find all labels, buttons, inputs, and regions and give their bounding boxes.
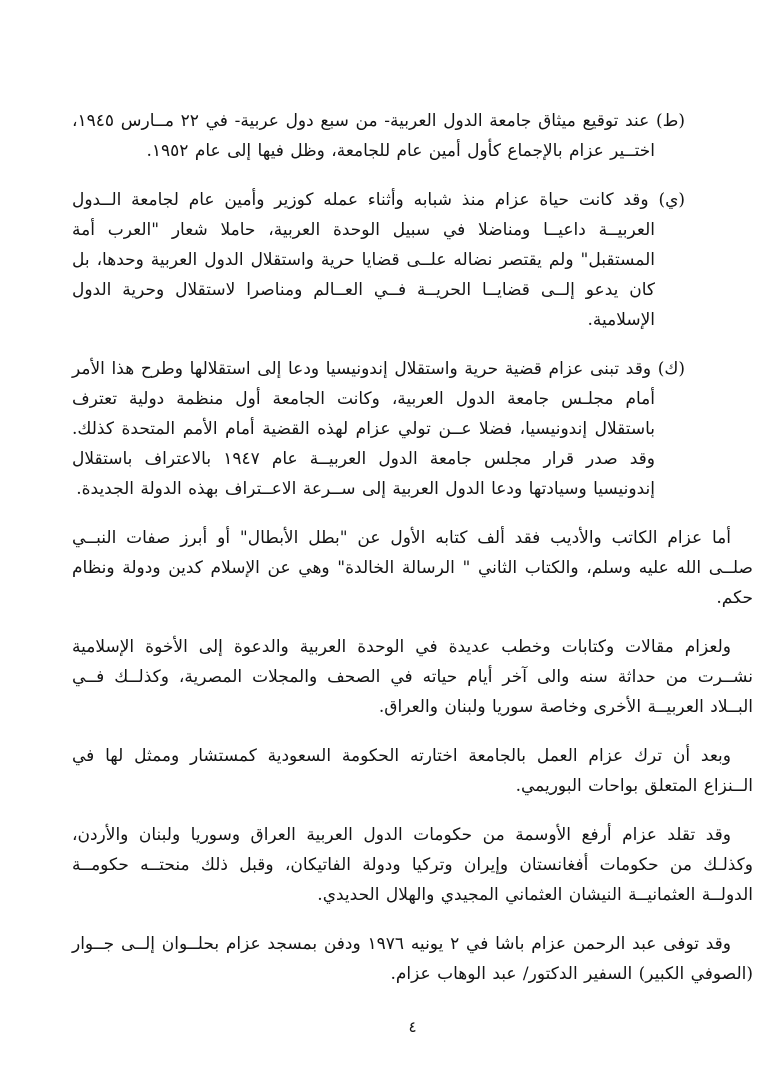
list-item-kaf-text: وقد تبنى عزام قضية حرية واستقلال إندونيسيا ودعا إلى استقلالها وطرح هذا الأمر أمام مجلـس جامعة الدول العربية، وكانت الجامعة أول منظمة دولية تعترف باستقلال إندونيسيا، فضلا عــن تولي عزام لهذه القضية أمام الأمم المتحدة كذلك. وقد صدر قرار مجلس جامعة الدول العربيــة عام ١٩٤٧ بالاعتراف باستقلال إندونيسيا وسيادتها ودعا الدول العربية إلى ســرعة الاعــتراف بهذه الدولة الجديدة. <box>72 359 655 499</box>
paragraph-medals-honors: وقد تقلد عزام أرفع الأوسمة من حكومات الدول العربية العراق وسوريا ولبنان والأردن، وكذلـك من حكومات أفغانستان وإيران وتركيا ودولة الفاتيكان، وقبل ذلك منحتــه حكومــة الدولــة العثمانيــة النيشان العثماني المجيدي والهلال الحديدي. <box>72 825 753 905</box>
list-item-tah-label: (ط) <box>656 111 685 131</box>
list-item-kaf-label: (ك) <box>657 359 685 379</box>
list-item-tah <box>72 106 685 166</box>
paragraph-articles-press: ولعزام مقالات وكتابات وخطب عديدة في الوحدة العربية والدعوة إلى الأخوة الإسلامية نشــرت من حداثة سنه والى آخر أيام حياته في الصحف والمجلات المصرية، وكذلــك فــي البــلاد العربيــة الأخرى وخاصة سوريا ولبنان والعراق. <box>72 637 753 717</box>
document-body <box>72 106 753 1008</box>
paragraph-death-burial: وقد توفى عبد الرحمن عزام باشا في ٢ يونيه ١٩٧٦ ودفن بمسجد عزام بحلــوان إلــى جــوار (الصوفي الكبير) السفير الدكتور/ عبد الوهاب عزام. <box>72 934 753 984</box>
list-item-kaf <box>72 354 685 504</box>
page-number: ٤ <box>408 1018 417 1036</box>
list-item-yaa <box>72 185 685 335</box>
list-item-yaa-text: وقد كانت حياة عزام منذ شبابه وأثناء عمله كوزير وأمين عام لجامعة الــدول العربيــة داعيــا ومناضلا في سبيل الوحدة العربية، حاملا شعار "العرب أمة المستقبل" ولم يقتصر نضاله علــى قضايا حرية واستقلال الدول العربية وحدها، بل كان يدعو إلــى قضايــا الحريــة فــي العــالم ومناصرا لاستقلال وحرية الدول الإسلامية. <box>72 190 655 330</box>
paragraph-writer-books: أما عزام الكاتب والأديب فقد ألف كتابه الأول عن "بطل الأبطال" أو أبرز صفات النبــي صلــى الله عليه وسلم، والكتاب الثاني " الرسالة الخالدة" وهي عن الإسلام كدين ودولة ونظام حكم. <box>72 528 753 608</box>
paragraph-saudi-advisor: وبعد أن ترك عزام العمل بالجامعة اختارته الحكومة السعودية كمستشار وممثل لها في الــنزاع المتعلق بواحات البوريمي. <box>72 746 753 796</box>
list-item-tah-text: عند توقيع ميثاق جامعة الدول العربية- من سبع دول عربية- في ٢٢ مــارس ١٩٤٥، اختــير عزام بالإجماع كأول أمين عام للجامعة، وظل فيها إلى عام ١٩٥٢. <box>72 111 655 161</box>
list-item-yaa-label: (ي) <box>658 190 686 210</box>
